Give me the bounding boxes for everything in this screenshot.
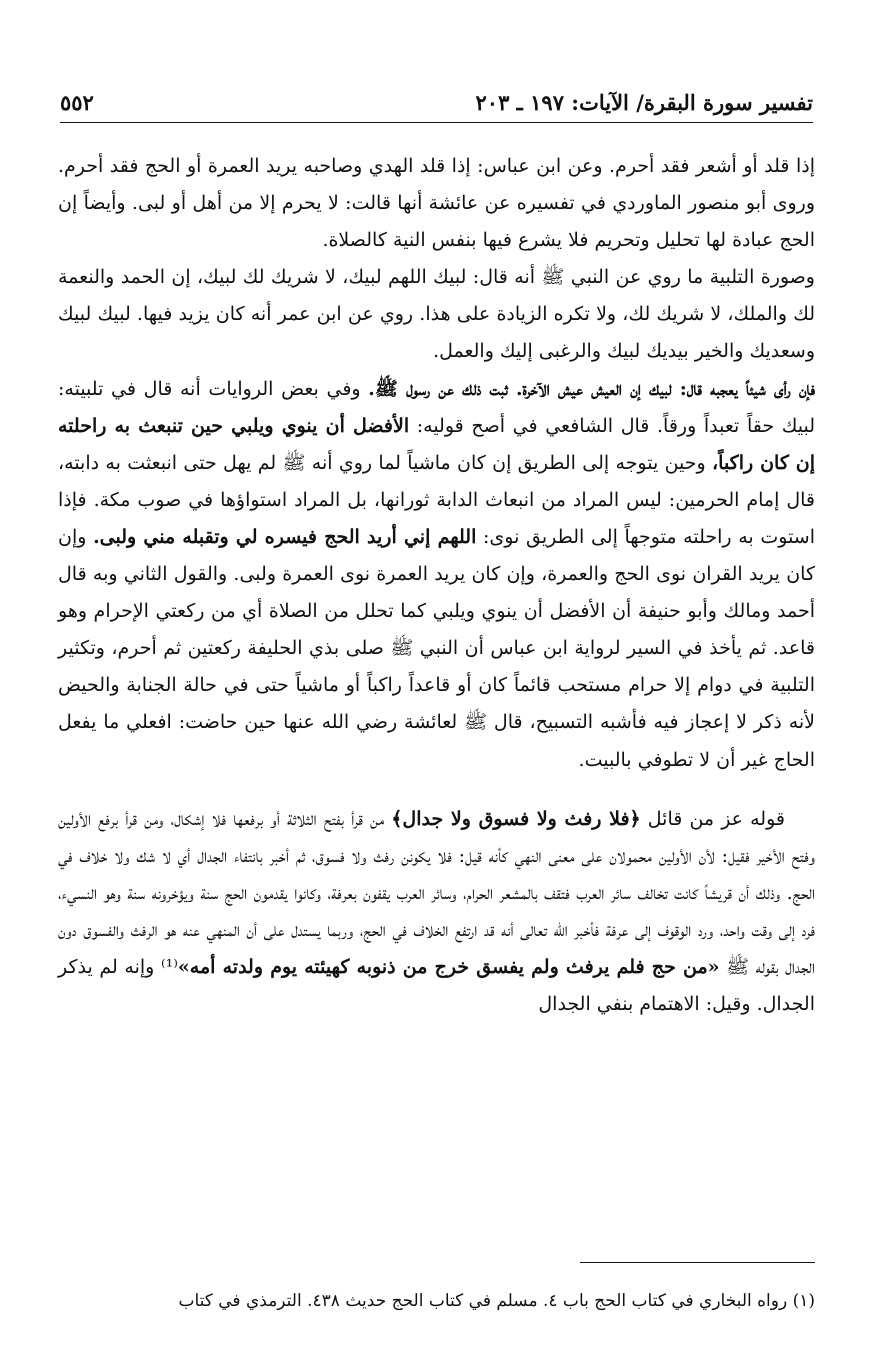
page-number: ٥٥٢ [60, 90, 94, 115]
footnote-rule [580, 1262, 815, 1263]
text-run: وفي بعض الروايات أنه قال في تلبيته: لبيك حقاً تعبداً ورقاً. قال الشافعي في أصح قوليه: [58, 377, 815, 437]
footnote: (١) رواه البخاري في كتاب الحج باب ٤. مسلم في كتاب الحج حديث ٤٣٨. الترمذي في كتاب [178, 1291, 815, 1311]
paragraph-3 [58, 371, 815, 779]
running-header [60, 88, 813, 118]
running-title: تفسير سورة البقرة/ الآيات: ١٩٧ ـ ٢٠٣ [475, 90, 813, 115]
hadith-quote: «من حج فلم يرفث ولم يفسق خرج من ذنوبه كهيئته يوم ولدته أمه» [177, 955, 720, 978]
text-run: وإن كان يريد القران نوى الحج والعمرة، وإن كان يريد العمرة نوى العمرة ولبى. والقول الثاني وبه قال أحمد ومالك وأبو حنيفة أن الأفضل أن ينوي ويلبي كما تحلل من الصلاة أي من ركعتي الإحرام وهو قاعد. ثم يأخذ في السير لرواية ابن عباس أن النبي ﷺ صلى بذي الحليفة ركعتين ثم أحرم، وتكثير التلبية في دوام إلا حرام مستحب قائماً كان أو قاعداً راكباً أو ماشياً حتى في حالة الجنابة والحيض لأنه ذكر لا إعجاز فيه فأشبه التسبيح، قال ﷺ لعائشة رضي الله عنها حين حاضت: افعلي ما يفعل الحاج غير أن لا تطوفي بالبيت. [58, 525, 815, 771]
paragraph-1 [58, 148, 815, 259]
text-run: وصورة التلبية ما روي عن النبي ﷺ أنه قال: لبيك اللهم لبيك، لا شريك لك لبيك، إن الحمد والنعمة لك والملك، لا شريك لك، ولا تكره الزيادة على هذا. روي عن ابن عمر أنه كان يزيد فيها. لبيك لبيك وسعديك والخير بيديك لبيك والرغبى إليك والعمل. [58, 266, 815, 363]
text-run: وحين يتوجه إلى الطريق إن كان ماشياً لما روي أنه ﷺ لم يهل حتى انبعثت به دابته، قال إمام الحرمين: ليس المراد من انبعاث الدابة ثورانها، بل المراد استواؤها في صوب مكة. فإذا استوت به راحلته متوجهاً إلى الطريق نوى: [58, 451, 815, 548]
bold-run: فإن رأى شيئاً يعجبه قال: لبيك إن العيش عيش الآخرة. ثبت ذلك عن رسول ﷺ. [368, 377, 815, 400]
paragraph-4 [58, 801, 815, 1024]
body-text [58, 148, 815, 1023]
text-run: قوله عز من قائل [640, 807, 785, 830]
text-run: من قرأ بفتح الثلاثة أو برفعها فلا إشكال، ومن قرأ برفع الأولين وفتح الأخير فقيل: لأن الأولين محمولان على معنى النهي كأنه قيل: فلا يكونن رفث ولا فسوق، ثم أخبر بانتفاء الجدال أي لا شك ولا خلاف في الحج. وذلك أن قريشاً كانت تخالف سائر العرب فتقف بالمشعر الحرام، وسائر العرب يقفون بعرفة، وكانوا يقدمون الحج سنة ويؤخرونه سنة وهو النسيء، فرد إلى وقت واحد، ورد الوقوف إلى عرفة فأخبر الله تعالى أنه قد ارتفع الخلاف في الحج، وربما يستدل على أن المنهي عنه هو الرفث والفسوق دون الجدال بقوله ﷺ [58, 807, 815, 978]
header-rule [60, 122, 813, 123]
text-run: إذا قلد أو أشعر فقد أحرم. وعن ابن عباس: إذا قلد الهدي وصاحبه يريد العمرة أو الحج فقد أحرم. وروى أبو منصور الماوردي في تفسيره عن عائشة أنها قالت: لا يحرم إلا من أهل أو لبى. وأيضاً إن الحج عبادة لها تحليل وتحريم فلا يشرع فيها بنفس النية كالصلاة. [58, 155, 816, 252]
bold-run: الأفضل أن ينوي ويلبي حين تنبعث به راحلته إن كان راكباً، [58, 414, 815, 474]
bold-run: اللهم إني أريد الحج فيسره لي وتقبله مني ولبى. [93, 525, 477, 548]
text-run: ⁽¹⁾ وإنه لم يذكر الجدال. وقيل: الاهتمام بنفي الجدال [58, 955, 815, 1016]
paragraph-2 [58, 259, 815, 370]
quran-quote: ﴿فلا رفث ولا فسوق ولا جدال﴾ [391, 807, 641, 830]
